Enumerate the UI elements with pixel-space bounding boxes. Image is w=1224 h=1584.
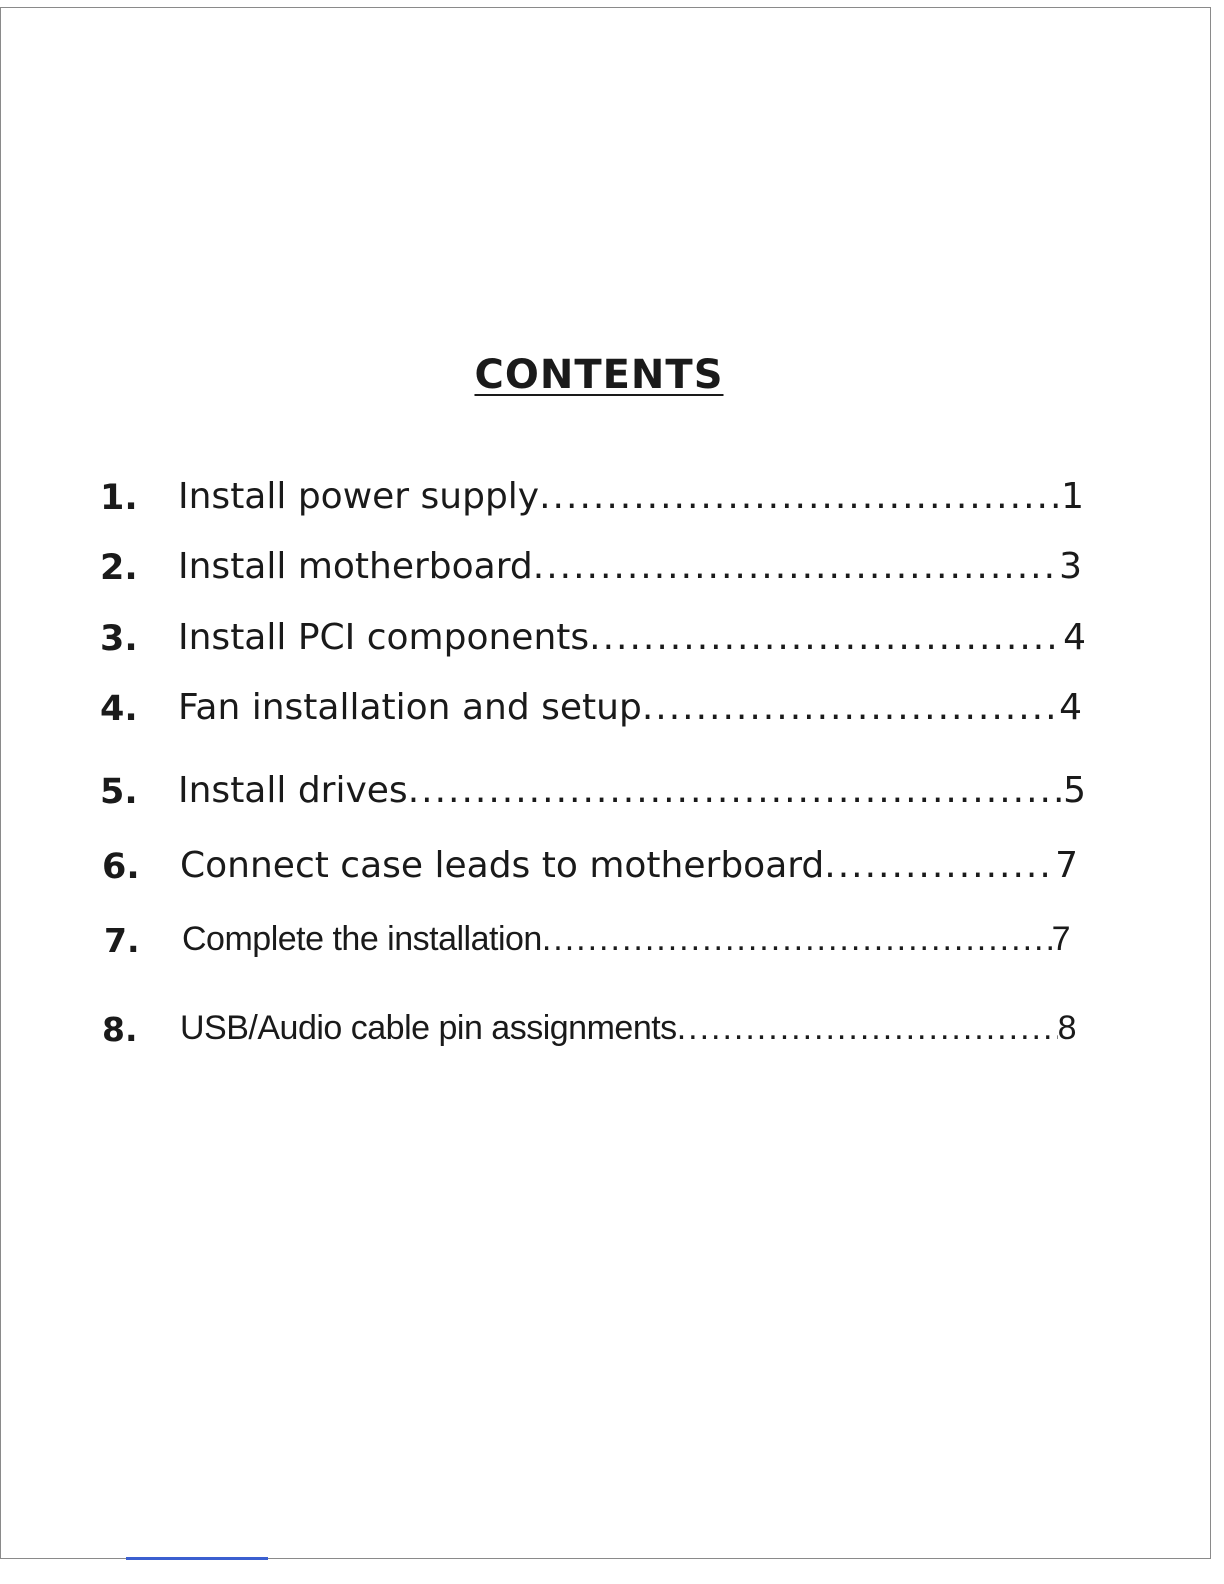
toc-leader-dots — [642, 687, 1059, 728]
toc-entry-line — [180, 1009, 1076, 1048]
toc-entry-page: 5 — [1063, 770, 1086, 811]
page-title: CONTENTS — [474, 352, 724, 398]
toc-entry-number: 1. — [100, 478, 138, 518]
toc-entry-number: 7. — [104, 921, 140, 960]
toc-entry-label: Install motherboard — [178, 546, 533, 587]
toc-entry-line — [178, 770, 1086, 811]
toc-entry-line — [182, 920, 1070, 959]
toc-entry-label: Fan installation and setup — [178, 687, 642, 728]
toc-leader-dots — [533, 546, 1059, 587]
toc-entry-line — [178, 687, 1082, 728]
toc-leader-dots — [589, 617, 1063, 658]
toc-entry-number: 2. — [100, 548, 138, 588]
toc-entry-line — [178, 617, 1086, 658]
toc-entry-page: 4 — [1059, 687, 1082, 728]
toc-entry-page: 8 — [1057, 1009, 1076, 1047]
toc-leader-dots — [539, 476, 1061, 517]
toc-entry-label: Connect case leads to motherboard — [180, 845, 825, 886]
toc-leader-dots — [542, 920, 1052, 959]
toc-entry-label: Install PCI components — [178, 617, 590, 658]
toc-entry-line — [178, 546, 1082, 587]
toc-entry-line — [180, 845, 1078, 886]
toc-leader-dots — [824, 845, 1055, 886]
toc-entry-label: Install power supply — [178, 476, 540, 517]
toc-entry-number: 3. — [100, 619, 138, 659]
toc-entry-page: 4 — [1063, 617, 1086, 658]
toc-entry-page: 7 — [1055, 845, 1078, 886]
toc-leader-dots — [677, 1009, 1058, 1048]
toc-entry-label: Install drives — [178, 770, 408, 811]
toc-leader-dots — [408, 770, 1063, 811]
bottom-edge-mark — [126, 1557, 268, 1560]
toc-entry-label: Complete the installation — [182, 920, 542, 958]
toc-entry-page: 3 — [1059, 546, 1082, 587]
toc-entry-line — [178, 476, 1084, 517]
toc-entry-page: 1 — [1061, 476, 1084, 517]
toc-entry-number: 4. — [100, 689, 138, 729]
toc-entry-number: 8. — [102, 1010, 138, 1049]
toc-entry-number: 5. — [100, 772, 138, 812]
toc-entry-page: 7 — [1051, 920, 1070, 958]
toc-entry-label: USB/Audio cable pin assignments — [180, 1009, 677, 1047]
toc-entry-number: 6. — [102, 847, 140, 887]
